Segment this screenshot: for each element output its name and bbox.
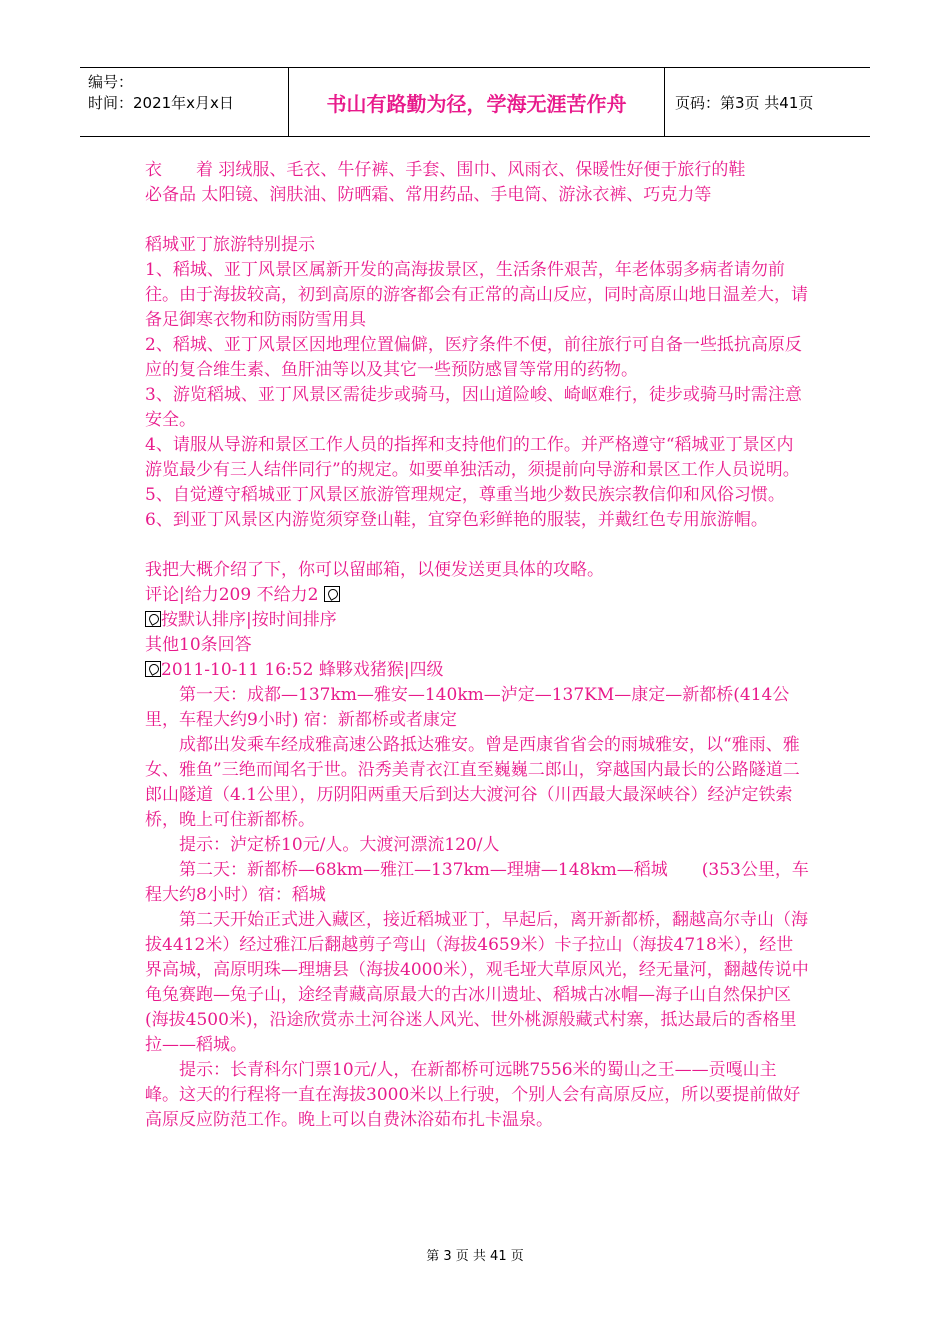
document-date: 时间：2021年x月x日 — [88, 94, 234, 112]
tip-item: 6、到亚丁风景区内游览须穿登山鞋，宜穿色彩鲜艳的服装，并戴红色专用旅游帽。 — [145, 510, 768, 530]
day1-tip: 提示：泸定桥10元/人。大渡河漂流120/人 — [179, 835, 500, 855]
day2-tip: 提示：长青科尔门票10元/人，在新都桥可远眺7556米的蜀山之王——贡嘎山主峰。这天的行程将一直在海拔3000米以上行驶，个别人会有高原反应，所以要提前做好高原反应防范工作。晚上可以自费沐浴茹布扎卡温泉。 — [145, 1060, 801, 1130]
comment-text: 评论|给力209 不给力2 — [145, 585, 319, 605]
image-icon — [324, 586, 340, 602]
clothing-line: 衣 着 羽绒服、毛衣、牛仔裤、手套、围巾、风雨衣、保暖性好便于旅行的鞋 — [145, 160, 746, 180]
sort-options: 按默认排序|按时间排序 — [161, 610, 337, 630]
tips-title: 稻城亚丁旅游特别提示 — [145, 235, 315, 255]
header-page-number: 页码：第3页 共41页 — [675, 93, 814, 112]
image-icon — [145, 661, 161, 677]
intro-text: 我把大概介绍了下，你可以留邮箱，以便发送更具体的攻略。 — [145, 560, 604, 580]
reply-meta-line — [145, 658, 810, 683]
header-motto: 书山有路勤为径，学海无涯苦作舟 — [289, 68, 665, 136]
tip-item: 2、稻城、亚丁风景区因地理位置偏僻，医疗条件不便，前往旅行可自备一些抵抗高原反应的复合维生素、鱼肝油等以及其它一些预防感冒等常用的药物。 — [145, 335, 802, 380]
page-footer: 第 3 页 共 41 页 — [426, 1249, 524, 1264]
reply-meta: 2011-10-11 16:52 蜂夥戏猪猴|四级 — [161, 660, 444, 680]
replies-count: 其他10条回答 — [145, 635, 252, 655]
day1-description: 成都出发乘车经成雅高速公路抵达雅安。曾是西康省省会的雨城雅安，以“雅雨、雅女、雅鱼”三绝而闻名于世。沿秀美青衣江直至巍巍二郎山，穿越国内最长的公路隧道二郎山隧道（4.1公里），历阴阳两重天后到达大渡河谷（川西最大最深峡谷）经泸定铁索桥，晚上可住新都桥。 — [145, 735, 800, 830]
sort-line — [145, 608, 810, 633]
day2-title: 第二天：新都桥—68km—雅江—137km—理塘—148km—稻城 (353公里，车程大约8小时）宿：稻城 — [145, 860, 809, 905]
essentials-line: 必备品 太阳镜、润肤油、防晒霜、常用药品、手电筒、游泳衣裤、巧克力等 — [145, 185, 712, 205]
page-header — [80, 67, 870, 137]
tip-item: 4、请服从导游和景区工作人员的指挥和支持他们的工作。并严格遵守“稻城亚丁景区内游览最少有三人结伴同行”的规定。如要单独活动，须提前向导游和景区工作人员说明。 — [145, 435, 800, 480]
tip-item: 5、自觉遵守稻城亚丁风景区旅游管理规定，尊重当地少数民族宗教信仰和风俗习惯。 — [145, 485, 785, 505]
tip-item: 1、稻城、亚丁风景区属新开发的高海拔景区，生活条件艰苦，年老体弱多病者请勿前往。由于海拔较高，初到高原的游客都会有正常的高山反应，同时高原山地日温差大，请备足御寒衣物和防雨防雪用具 — [145, 260, 808, 330]
day1-title: 第一天：成都—137km—雅安—140km—泸定—137KM—康定—新都桥(414公里，车程大约9小时) 宿：新都桥或者康定 — [145, 685, 790, 730]
document-body — [145, 158, 810, 1133]
tip-item: 3、游览稻城、亚丁风景区需徒步或骑马，因山道险峻、崎岖难行，徒步或骑马时需注意安全。 — [145, 385, 802, 430]
header-meta — [80, 68, 289, 136]
image-icon — [145, 611, 161, 627]
document-number: 编号： — [88, 73, 134, 91]
day2-description: 第二天开始正式进入藏区，接近稻城亚丁，早起后，离开新都桥，翻越高尔寺山（海拔4412米）经过雅江后翻越剪子弯山（海拔4659米）卡子拉山（海拔4718米），经世界高城，高原明珠—理塘县（海拔4000米），观毛垭大草原风光，经无量河，翻越传说中龟兔赛跑—兔子山，途经青藏高原最大的古冰川遗址、稻城古冰帽—海子山自然保护区(海拔4500米)，沿途欣赏赤土河谷迷人风光、世外桃源般藏式村寨，抵达最后的香格里拉——稻城。 — [145, 910, 809, 1055]
comment-line — [145, 583, 810, 608]
